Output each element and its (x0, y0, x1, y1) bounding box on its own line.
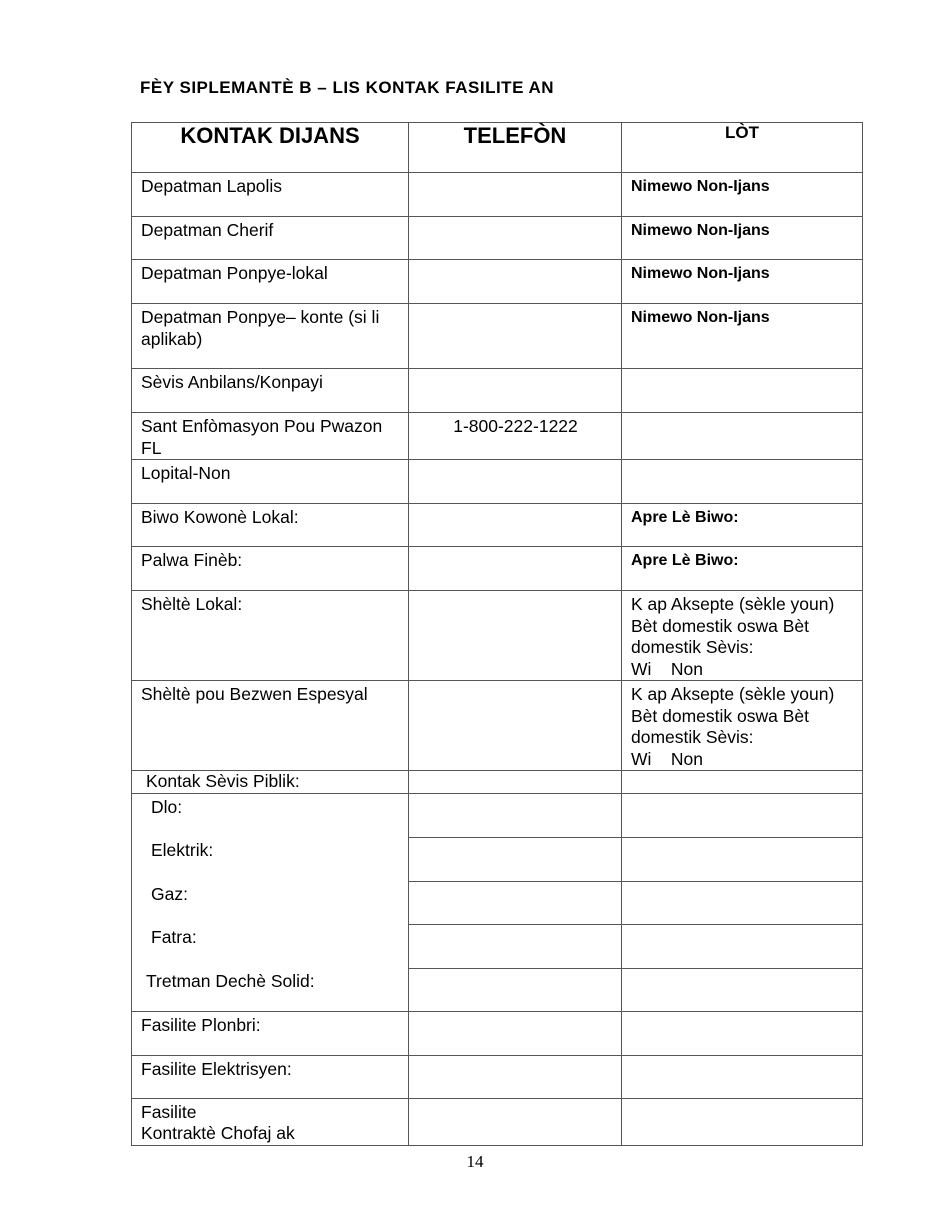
contact-phone (409, 260, 622, 304)
table-row (132, 460, 863, 504)
option-no: Non (670, 748, 703, 769)
contact-phone (409, 547, 622, 591)
contact-other: Nimewo Non-Ijans (622, 217, 863, 260)
page-title: FÈY SIPLEMANTÈ B – LIS KONTAK FASILITE AN (140, 78, 555, 97)
contact-other: Nimewo Non-Ijans (622, 173, 863, 217)
contact-name: Sèvis Anbilans/Konpayi (132, 369, 409, 413)
contact-name: Palwa Finèb: (132, 547, 409, 591)
contact-phone: 1-800-222-1222 (409, 413, 622, 460)
empty-cell (622, 1011, 863, 1055)
contacts-table (131, 122, 863, 1146)
empty-cell (409, 771, 622, 794)
facility-name: Fasilite Plonbri: (132, 1011, 409, 1055)
facility-name (132, 1098, 409, 1145)
table-row (132, 837, 863, 881)
header-lot: LÒT (622, 123, 863, 173)
empty-cell (409, 793, 622, 837)
table-row (132, 771, 863, 794)
public-services-label: Kontak Sèvis Piblik: (132, 771, 409, 794)
contact-other (622, 460, 863, 504)
contact-name: Depatman Ponpye– konte (si li aplikab) (132, 304, 409, 369)
option-no: Non (670, 658, 703, 679)
empty-cell (409, 924, 622, 968)
option-yes: Wi (631, 658, 652, 679)
contact-phone (409, 369, 622, 413)
contact-name: Depatman Cherif (132, 217, 409, 260)
empty-cell (622, 881, 863, 924)
empty-cell (622, 1055, 863, 1098)
contact-other (622, 413, 863, 460)
table-row (132, 1055, 863, 1098)
empty-cell (622, 837, 863, 881)
table-row (132, 881, 863, 924)
contact-other: Nimewo Non-Ijans (622, 304, 863, 369)
option-yes: Wi (631, 748, 652, 769)
empty-cell (622, 793, 863, 837)
table-row (132, 217, 863, 260)
contact-name: Lopital-Non (132, 460, 409, 504)
shelter-name: Shèltè Lokal: (132, 591, 409, 681)
table-row (132, 1098, 863, 1145)
empty-cell (409, 881, 622, 924)
empty-cell (409, 1055, 622, 1098)
shelter-notes (622, 591, 863, 681)
facility-name-line: Fasilite (141, 1101, 197, 1122)
shelter-yes-no (631, 749, 854, 771)
shelter-name: Shèltè pou Bezwen Espesyal (132, 681, 409, 771)
contact-name: Biwo Kowonè Lokal: (132, 504, 409, 547)
table-header-row (132, 123, 863, 173)
empty-cell (622, 1098, 863, 1145)
utility-solid-waste: Tretman Dechè Solid: (132, 968, 409, 1011)
utility-trash: Fatra: (132, 924, 409, 968)
contact-phone (409, 173, 622, 217)
shelter-service-line: domestik Sèvis: (631, 727, 754, 747)
shelter-service-line: domestik Sèvis: (631, 637, 754, 657)
empty-cell (622, 968, 863, 1011)
shelter-phone (409, 681, 622, 771)
contact-name: Depatman Lapolis (132, 173, 409, 217)
table-row (132, 504, 863, 547)
utility-water: Dlo: (132, 793, 409, 837)
table-row (132, 1011, 863, 1055)
empty-cell (622, 771, 863, 794)
contact-phone (409, 504, 622, 547)
table-row (132, 968, 863, 1011)
shelter-notes (622, 681, 863, 771)
contact-phone (409, 304, 622, 369)
table-row (132, 681, 863, 771)
contact-phone (409, 217, 622, 260)
table-row (132, 793, 863, 837)
table-row (132, 304, 863, 369)
contact-name: Sant Enfòmasyon Pou Pwazon FL (132, 413, 409, 460)
table-row (132, 547, 863, 591)
table-row (132, 260, 863, 304)
empty-cell (409, 837, 622, 881)
empty-cell (622, 924, 863, 968)
header-telefon: TELEFÒN (409, 123, 622, 173)
facility-name: Fasilite Elektrisyen: (132, 1055, 409, 1098)
empty-cell (409, 968, 622, 1011)
shelter-pet-line: Bèt domestik oswa Bèt (631, 615, 809, 636)
utility-gas: Gaz: (132, 881, 409, 924)
table-row (132, 413, 863, 460)
table-row (132, 591, 863, 681)
contact-other: Nimewo Non-Ijans (622, 260, 863, 304)
utility-electric: Elektrik: (132, 837, 409, 881)
table-row (132, 173, 863, 217)
shelter-accept-line: K ap Aksepte (sèkle youn) (631, 684, 835, 704)
shelter-phone (409, 591, 622, 681)
shelter-yes-no (631, 659, 854, 681)
table-row (132, 369, 863, 413)
contact-other (622, 369, 863, 413)
table-row (132, 924, 863, 968)
page-number: 14 (466, 1152, 484, 1171)
contact-name: Depatman Ponpye-lokal (132, 260, 409, 304)
shelter-accept-line: K ap Aksepte (sèkle youn) (631, 594, 835, 614)
header-kontak-dijans: KONTAK DIJANS (132, 123, 409, 173)
contact-phone (409, 460, 622, 504)
contact-other: Apre Lè Biwo: (622, 547, 863, 591)
empty-cell (409, 1098, 622, 1145)
facility-name-line: Kontraktè Chofaj ak (141, 1123, 295, 1143)
shelter-pet-line: Bèt domestik oswa Bèt (631, 705, 809, 726)
empty-cell (409, 1011, 622, 1055)
contact-other: Apre Lè Biwo: (622, 504, 863, 547)
